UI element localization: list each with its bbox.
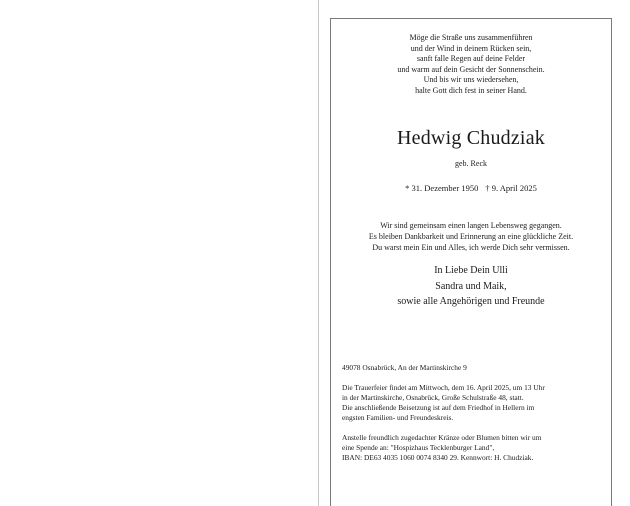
funeral-info-line: Die anschließende Beisetzung ist auf dem Friedhof in Hellern im	[342, 403, 535, 412]
deceased-name: Hedwig Chudziak	[397, 127, 545, 149]
poem-line: halte Gott dich fest in seiner Hand.	[415, 85, 527, 95]
poem-line: und warm auf dein Gesicht der Sonnenschein.	[397, 64, 545, 74]
obituary-card	[330, 18, 612, 506]
life-dates	[331, 183, 611, 194]
mourner-line: In Liebe Dein Ulli	[434, 265, 508, 276]
birth-date: * 31. Dezember 1950	[405, 183, 479, 193]
mourner-line: Sandra und Maik,	[435, 280, 507, 292]
donation-info-line: IBAN: DE63 4035 1060 0074 8340 29. Kennwort: H. Chudziak.	[342, 453, 534, 462]
farewell-line: Es bleiben Dankbarkeit und Erinnerung an eine glückliche Zeit.	[368, 232, 574, 241]
poem-line: und der Wind in deinem Rücken sein,	[410, 43, 532, 53]
poem-line: Möge die Straße uns zusammenführen	[409, 33, 533, 42]
poem-line: Und bis wir uns wiedersehen,	[423, 75, 519, 85]
address: 49078 Osnabrück, An der Martinskirche 9	[342, 363, 467, 372]
funeral-info-line: in der Martinskirche, Osnabrück, Große Schulstraße 48, statt.	[342, 393, 524, 402]
mourner-line: sowie alle Angehörigen und Freunde	[397, 296, 545, 307]
farewell-line: Du warst mein Ein und Alles, ich werde Dich sehr vermissen.	[372, 243, 570, 252]
funeral-notice	[342, 363, 610, 463]
farewell-line: Wir sind gemeinsam einen langen Lebensweg gegangen.	[380, 221, 562, 230]
mourners	[331, 263, 611, 310]
poem-line: sanft falle Regen auf deine Felder	[416, 54, 526, 64]
poem	[331, 33, 611, 97]
donation-info-line: eine Spende an: "Hospizhaus Tecklenburger Land",	[342, 443, 495, 452]
farewell-text	[331, 220, 611, 253]
page-divider	[318, 0, 319, 506]
funeral-info-line: engsten Familien- und Freundeskreis.	[342, 413, 454, 422]
funeral-info-line: Die Trauerfeier findet am Mittwoch, dem 16. April 2025, um 13 Uhr	[342, 383, 545, 392]
death-date: † 9. April 2025	[485, 183, 537, 193]
donation-info-line: Anstelle freundlich zugedachter Kränze oder Blumen bitten wir um	[342, 433, 542, 442]
maiden-name: geb. Reck	[455, 159, 487, 168]
